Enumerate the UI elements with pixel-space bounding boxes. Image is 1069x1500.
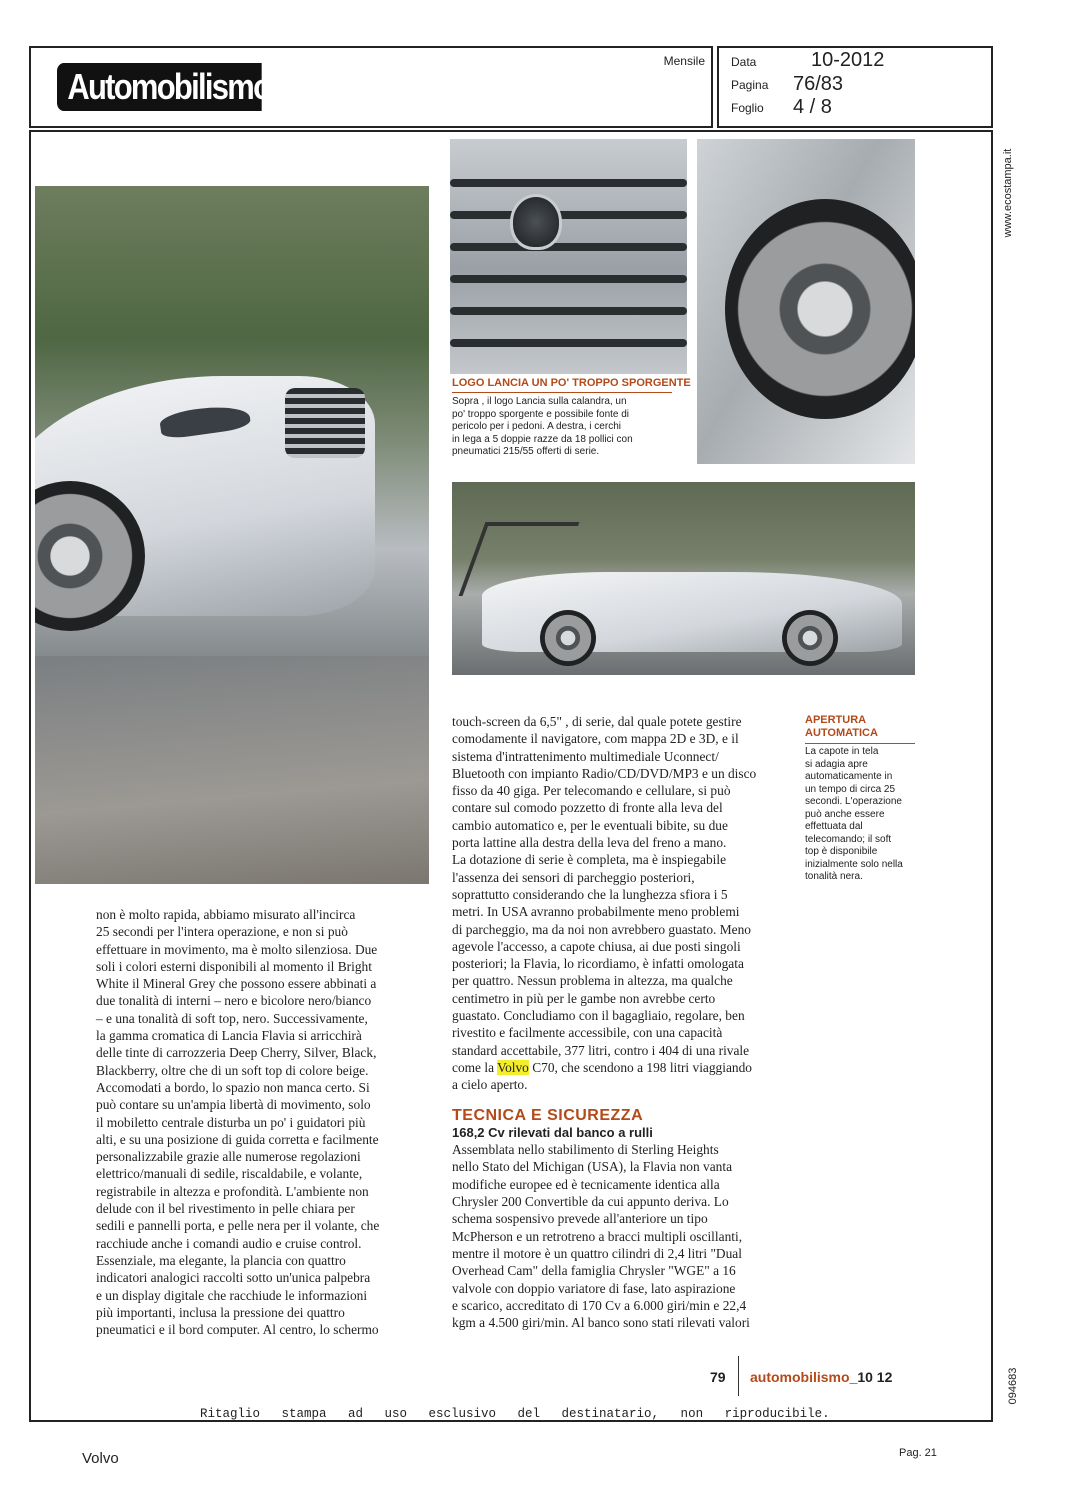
text-line: contare sul comodo pozzetto di fronte alla leva del	[452, 800, 723, 816]
data-value: 10-2012	[811, 49, 885, 71]
road-surface	[35, 656, 429, 884]
text-line: La dotazione di serie è completa, ma è inspiegabile	[452, 852, 727, 868]
section-title: TECNICA E SICUREZZA	[452, 1106, 644, 1124]
text-line: Accomodati a bordo, lo spazio non manca certo. Si	[96, 1079, 370, 1095]
text-fragment: C70, che scendono a 198 litri viaggiando	[528, 1059, 753, 1075]
grille-bar	[450, 243, 687, 251]
text-line: mentre il motore è un quattro cilindri di 2,4 litri "Dual	[452, 1245, 742, 1261]
car-front-photo	[35, 186, 429, 884]
text-line: Essenziale, ma elegante, la plancia con quattro	[96, 1252, 346, 1268]
text-line: elettrico/manuali di sedile, riscaldabile, e volante,	[96, 1166, 363, 1182]
data-label: Data	[731, 55, 757, 69]
caption-line: po' troppo sporgente e possibile fonte di	[452, 408, 630, 420]
text-line: porta lattine alla destra della leva del freno a mano.	[452, 835, 727, 851]
code-vertical: 094683	[1007, 1367, 1019, 1405]
text-line: l'assenza dei sensori di parcheggio posteriori,	[452, 869, 695, 885]
folio-magazine	[750, 1369, 892, 1385]
caption-logo-title: LOGO LANCIA UN PO' TROPPO SPORGENTE	[452, 377, 691, 389]
caption-line: in lega a 5 doppie razze da 18 pollici con	[452, 433, 633, 445]
text-line: non è molto rapida, abbiamo misurato all'incirca	[96, 907, 356, 922]
text-line: può contare su un'ampia libertà di movimento, solo	[96, 1097, 371, 1113]
convertible-side-photo	[452, 482, 915, 675]
article-left-column	[96, 906, 426, 1338]
header-meta-box	[717, 46, 993, 128]
text-line: delude con il bel rivestimento in pelle chiara per	[96, 1201, 355, 1217]
text-line: White il Mineral Grey che possono essere abbinati a	[96, 976, 377, 992]
caption-title-line: AUTOMATICA	[805, 727, 878, 739]
rear-wheel	[540, 610, 596, 666]
text-line: Chrysler 200 Convertible da cui appunto deriva. Lo	[452, 1194, 729, 1210]
text-line: indicatori analogici raccolti sotto un'unica palpebra	[96, 1270, 371, 1286]
text-line: due tonalità di interni – nero e bicolore nero/bianco	[96, 993, 372, 1009]
caption-line: pericolo per i pedoni. A destra, i cerchi	[452, 421, 621, 432]
magazine-name: automobilismo	[750, 1369, 850, 1385]
text-line: comodamente il navigatore, com mappa 2D e 3D, e il	[452, 731, 739, 747]
text-line: posteriori; la Flavia, lo ricordiamo, è infatti omologata	[452, 956, 744, 972]
text-line: schema sospensivo prevede all'anteriore un tipo	[452, 1211, 708, 1227]
caption-line: può anche essere	[805, 808, 885, 820]
caption-line: La capote in tela	[805, 746, 879, 757]
text-line: – e una tonalità di soft top, nero. Successivamente,	[96, 1010, 368, 1026]
website-vertical: www.ecostampa.it	[1002, 148, 1014, 238]
lancia-badge-icon	[510, 194, 562, 250]
client-name: Volvo	[82, 1450, 119, 1467]
pagina-label: Pagina	[731, 78, 769, 92]
grille-bar	[450, 339, 687, 347]
text-line: Assemblata nello stabilimento di Sterling Heights	[452, 1142, 719, 1158]
text-line: la gamma cromatica di Lancia Flavia si arricchirà	[96, 1028, 362, 1044]
page-number: 79	[710, 1369, 726, 1385]
text-line: McPherson e un retrotreno a bracci multipli oscillanti,	[452, 1228, 743, 1244]
text-fragment: come la	[452, 1059, 498, 1075]
caption-line: effettuata dal	[805, 821, 863, 832]
text-line: pneumatici e il bord computer. Al centro, lo schermo	[96, 1322, 379, 1338]
caption-apertura-body	[805, 746, 903, 884]
text-line: standard accettabile, 377 litri, contro i 404 di una rivale	[452, 1042, 750, 1058]
text-line: delle tinte di carrozzeria Deep Cherry, Silver, Black,	[96, 1045, 377, 1061]
text-line: fisso da 40 giga. Per telecomando e cellulare, si può	[452, 783, 731, 799]
text-line: di parcheggio, ma da noi non avrebbero guastato. Meno	[452, 921, 751, 937]
text-line: Bluetooth con impianto Radio/CD/DVD/MP3 e un disco	[452, 765, 757, 781]
section-subtitle: 168,2 Cv rilevati dal banco a rulli	[452, 1124, 653, 1140]
text-line: sistema d'intrattenimento multimediale Uconnect/	[452, 748, 719, 764]
pagina-value: 76/83	[793, 73, 844, 95]
text-line: e scarico, accreditato di 170 Cv a 6.000 giri/min e 22,4	[452, 1297, 747, 1313]
text-line: centimetro in più per le gambe non avrebbe certo	[452, 990, 716, 1006]
text-line: valvole con doppio variatore di fase, lato aspirazione	[452, 1280, 736, 1296]
text-line: Overhead Cam" della famiglia Chrysler "WGE" a 16	[452, 1263, 736, 1279]
caption-line: inizialmente solo nella	[805, 858, 903, 870]
text-line: a cielo aperto.	[452, 1077, 528, 1093]
text-line: guastato. Concludiamo con il bagagliaio, regolare, ben	[452, 1008, 745, 1024]
text-line: touch-screen da 6,5" , di serie, dal quale potete gestire	[452, 714, 742, 729]
text-line: per quattro. Nessun problema in altezza, ma qualche	[452, 973, 733, 989]
text-line: modifiche europee ed è tecnicamente identica alla	[452, 1176, 720, 1192]
alloy-wheel-photo	[697, 139, 915, 464]
text-line: 25 secondi per l'intera operazione, e non si può	[96, 924, 348, 940]
volvo-line	[452, 1059, 792, 1076]
text-line: sedili e pannelli porta, e pelle nera per il volante, che	[96, 1218, 380, 1234]
front-grille	[285, 388, 365, 458]
caption-line: un tempo di circa 25	[805, 783, 896, 795]
text-line: Blackberry, oltre che di un soft top di colore beige.	[96, 1062, 369, 1078]
frequency-label: Mensile	[663, 54, 705, 68]
text-line: il mobiletto centrale disturba un po' i guidatori più	[96, 1114, 366, 1130]
page-counter: Pag. 21	[899, 1447, 937, 1459]
article-right-column	[452, 713, 792, 1331]
text-line: soli i colori esterni disponibili al momento il Bright	[96, 958, 372, 974]
front-wheel	[782, 610, 838, 666]
caption-line: tonalità nera.	[805, 871, 863, 882]
caption-line: telecomando; il soft	[805, 833, 892, 845]
automobilismo-logo: Automobilismo	[57, 63, 262, 111]
text-line: alti, e su una posizione di guida corretta e facilmente	[96, 1131, 379, 1147]
text-line: rivestito e facilmente accessibile, con una capacità	[452, 1025, 723, 1041]
text-line: racchiude anche i comandi audio e cruise control.	[96, 1235, 362, 1251]
text-line: più importanti, inclusa la pressione dei quattro	[96, 1304, 345, 1320]
alloy-wheel	[725, 199, 915, 419]
foglio-label: Foglio	[731, 101, 764, 115]
grille-bar	[450, 211, 687, 219]
folio-divider	[738, 1356, 739, 1396]
text-line: cambio automatico e, per le eventuali bibite, su due	[452, 817, 728, 833]
text-line: registrabile in altezza e profondità. L'ambiente non	[96, 1183, 369, 1199]
grille-bar	[450, 307, 687, 315]
caption-line: pneumatici 215/55 offerti di serie.	[452, 446, 600, 457]
text-line: kgm a 4.500 giri/min. Al banco sono stati rilevati valori	[452, 1315, 750, 1331]
volvo-highlight: Volvo	[497, 1059, 529, 1075]
caption-line: automaticamente in	[805, 771, 893, 782]
caption-logo-body	[452, 396, 633, 459]
text-line: e un display digitale che racchiude le informazioni	[96, 1287, 368, 1303]
issue-number: _10 12	[849, 1369, 893, 1385]
text-line: nello Stato del Michigan (USA), la Flavia non vanta	[452, 1159, 733, 1175]
text-line: soprattutto considerando che la lunghezza sfiora i 5	[452, 886, 728, 902]
caption-apertura-title	[805, 714, 878, 740]
clipping-notice: Ritaglio stampa ad uso esclusivo del destinatario, non riproducibile.	[200, 1407, 830, 1421]
text-line: effettuare in movimento, ma è molto silenziosa. Due	[96, 941, 378, 957]
caption-rule	[805, 743, 915, 744]
caption-line: Sopra , il logo Lancia sulla calandra, un	[452, 396, 627, 407]
text-line: agevole l'accesso, a capote chiusa, ai due posti singoli	[452, 938, 741, 954]
caption-line: secondi. L'operazione	[805, 796, 902, 807]
caption-title-line: APERTURA	[805, 714, 867, 726]
caption-line: top è disponibile	[805, 846, 878, 857]
caption-line: si adagia apre	[805, 758, 868, 770]
text-line: personalizzabile grazie alle numerose regolazioni	[96, 1149, 361, 1165]
foglio-value: 4 / 8	[793, 96, 832, 118]
grille-bar	[450, 179, 687, 187]
grille-bar	[450, 275, 687, 283]
caption-rule	[452, 392, 672, 393]
text-line: metri. In USA avranno probabilmente meno problemi	[452, 904, 740, 920]
